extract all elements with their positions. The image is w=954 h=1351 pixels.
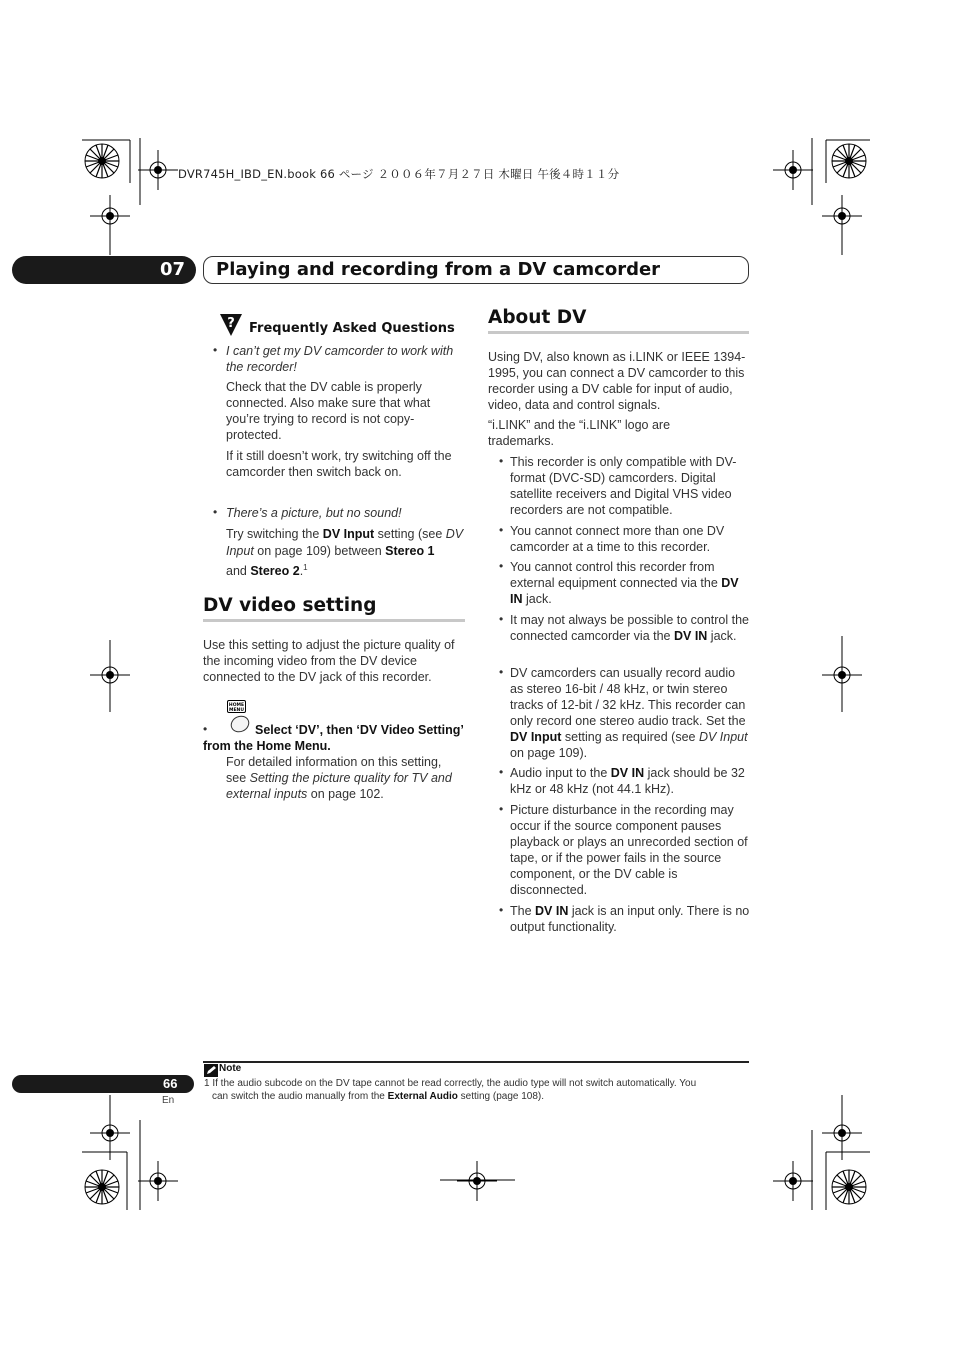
svg-text:HOME: HOME [228,703,245,708]
heading-rule [488,331,749,334]
chapter-title: Playing and recording from a DV camcorder [216,259,661,280]
dv-video-setting-intro: Use this setting to adjust the picture quality of the incoming video from the DV device connected to the DV jack of this recorder. [203,638,455,684]
bullet-dot: • [213,505,218,519]
bullet-dot: • [499,765,504,779]
bullet-dot: • [499,612,504,626]
bullet-dot: • [499,802,504,816]
note-rule [203,1061,749,1063]
about-dv-paragraph-1: Using DV, also known as i.LINK or IEEE 1394-1995, you can connect a DV camcorder to this recorder using a DV cable for input of audio, video, data and control signals. [488,350,746,412]
note-icon [204,1064,218,1077]
faq-question-1: I can’t get my DV camcorder to work with the recorder! [226,344,454,374]
note-line-1: 1 If the audio subcode on the DV tape cannot be read correctly, the audio type will not switch automatically. You [204,1078,697,1089]
about-dv-bullet-2: You cannot connect more than one DV camcorder at a time to this recorder. [510,524,725,554]
step-bullet: • [203,722,208,736]
svg-text:?: ? [227,316,235,331]
about-dv-bullet-4: It may not always be possible to control the connected camcorder via the DV IN jack. [510,613,750,643]
faq-answer-1a: Check that the DV cable is properly connected. Also make sure that what you’re trying to record is not copy-protected. [226,380,431,442]
faq-title: Frequently Asked Questions [249,321,455,336]
dv-video-setting-detail: For detailed information on this setting, see Setting the picture quality for TV and external inputs on page 102. [226,755,452,801]
faq-question-2: There’s a picture, but no sound! [226,506,402,520]
faq-answer-2-end: and Stereo 2.$^1$ [226,563,308,579]
note-label: Note [219,1063,242,1074]
about-dv-bullet-8: The DV IN jack is an input only. There is no output functionality. [510,904,750,934]
svg-text:MENU: MENU [229,708,244,713]
dv-video-setting-heading: DV video setting [203,595,377,616]
bullet-dot: • [499,523,504,537]
about-dv-bullet-7: Picture disturbance in the recording may occur if the source component pauses playback or plays an unrecorded section of tape, or if the power fails in the source component, or the DV cable is disconnected. [510,803,748,897]
about-dv-bullet-6: Audio input to the DV IN jack should be 32 kHz or 48 kHz (not 44.1 kHz). [510,766,745,796]
bullet-dot: • [499,903,504,917]
dv-video-setting-step: Select ‘DV’, then ‘DV Video Setting’ from the Home Menu. [203,723,464,753]
about-dv-bullet-3: You cannot control this recorder from external equipment connected via the DV IN jack. [510,560,739,606]
book-file-info: DVR745H_IBD_EN.book 66 ページ ２００６年７月２７日 木曜日 午後４時１１分 [178,167,620,181]
about-dv-paragraph-2: “i.LINK” and the “i.LINK” logo are trademarks. [488,418,671,448]
faq-icon [218,312,244,338]
bullet-dot: • [213,343,218,357]
about-dv-bullet-1: This recorder is only compatible with DV-format (DVC-SD) camcorders. Digital satellite receivers and Digital VHS video recorders are not compatible. [510,455,737,517]
about-dv-bullet-5: DV camcorders can usually record audio as stereo 16-bit / 48 kHz, or twin stereo tracks of 12-bit / 32 kHz. This recorder can only record one stereo audio track. Set the DV Input setting as required (see DV Input on page 109). [510,666,748,760]
home-menu-icon [227,700,247,714]
note-line-2: can switch the audio manually from the External Audio setting (page 108). [212,1091,545,1102]
bullet-dot: • [499,454,504,468]
bullet-dot: • [499,665,504,679]
chapter-number: 07 [160,259,186,280]
faq-answer-2: Try switching the DV Input setting (see DV Input on page 109) between Stereo 1 [226,527,464,558]
heading-rule [203,619,465,622]
page-language: En [162,1095,175,1106]
page-number: 66 [163,1076,178,1091]
about-dv-heading: About DV [488,307,587,328]
faq-answer-1b: If it still doesn’t work, try switching off the camcorder then switch back on. [226,449,452,479]
bullet-dot: • [499,559,504,573]
